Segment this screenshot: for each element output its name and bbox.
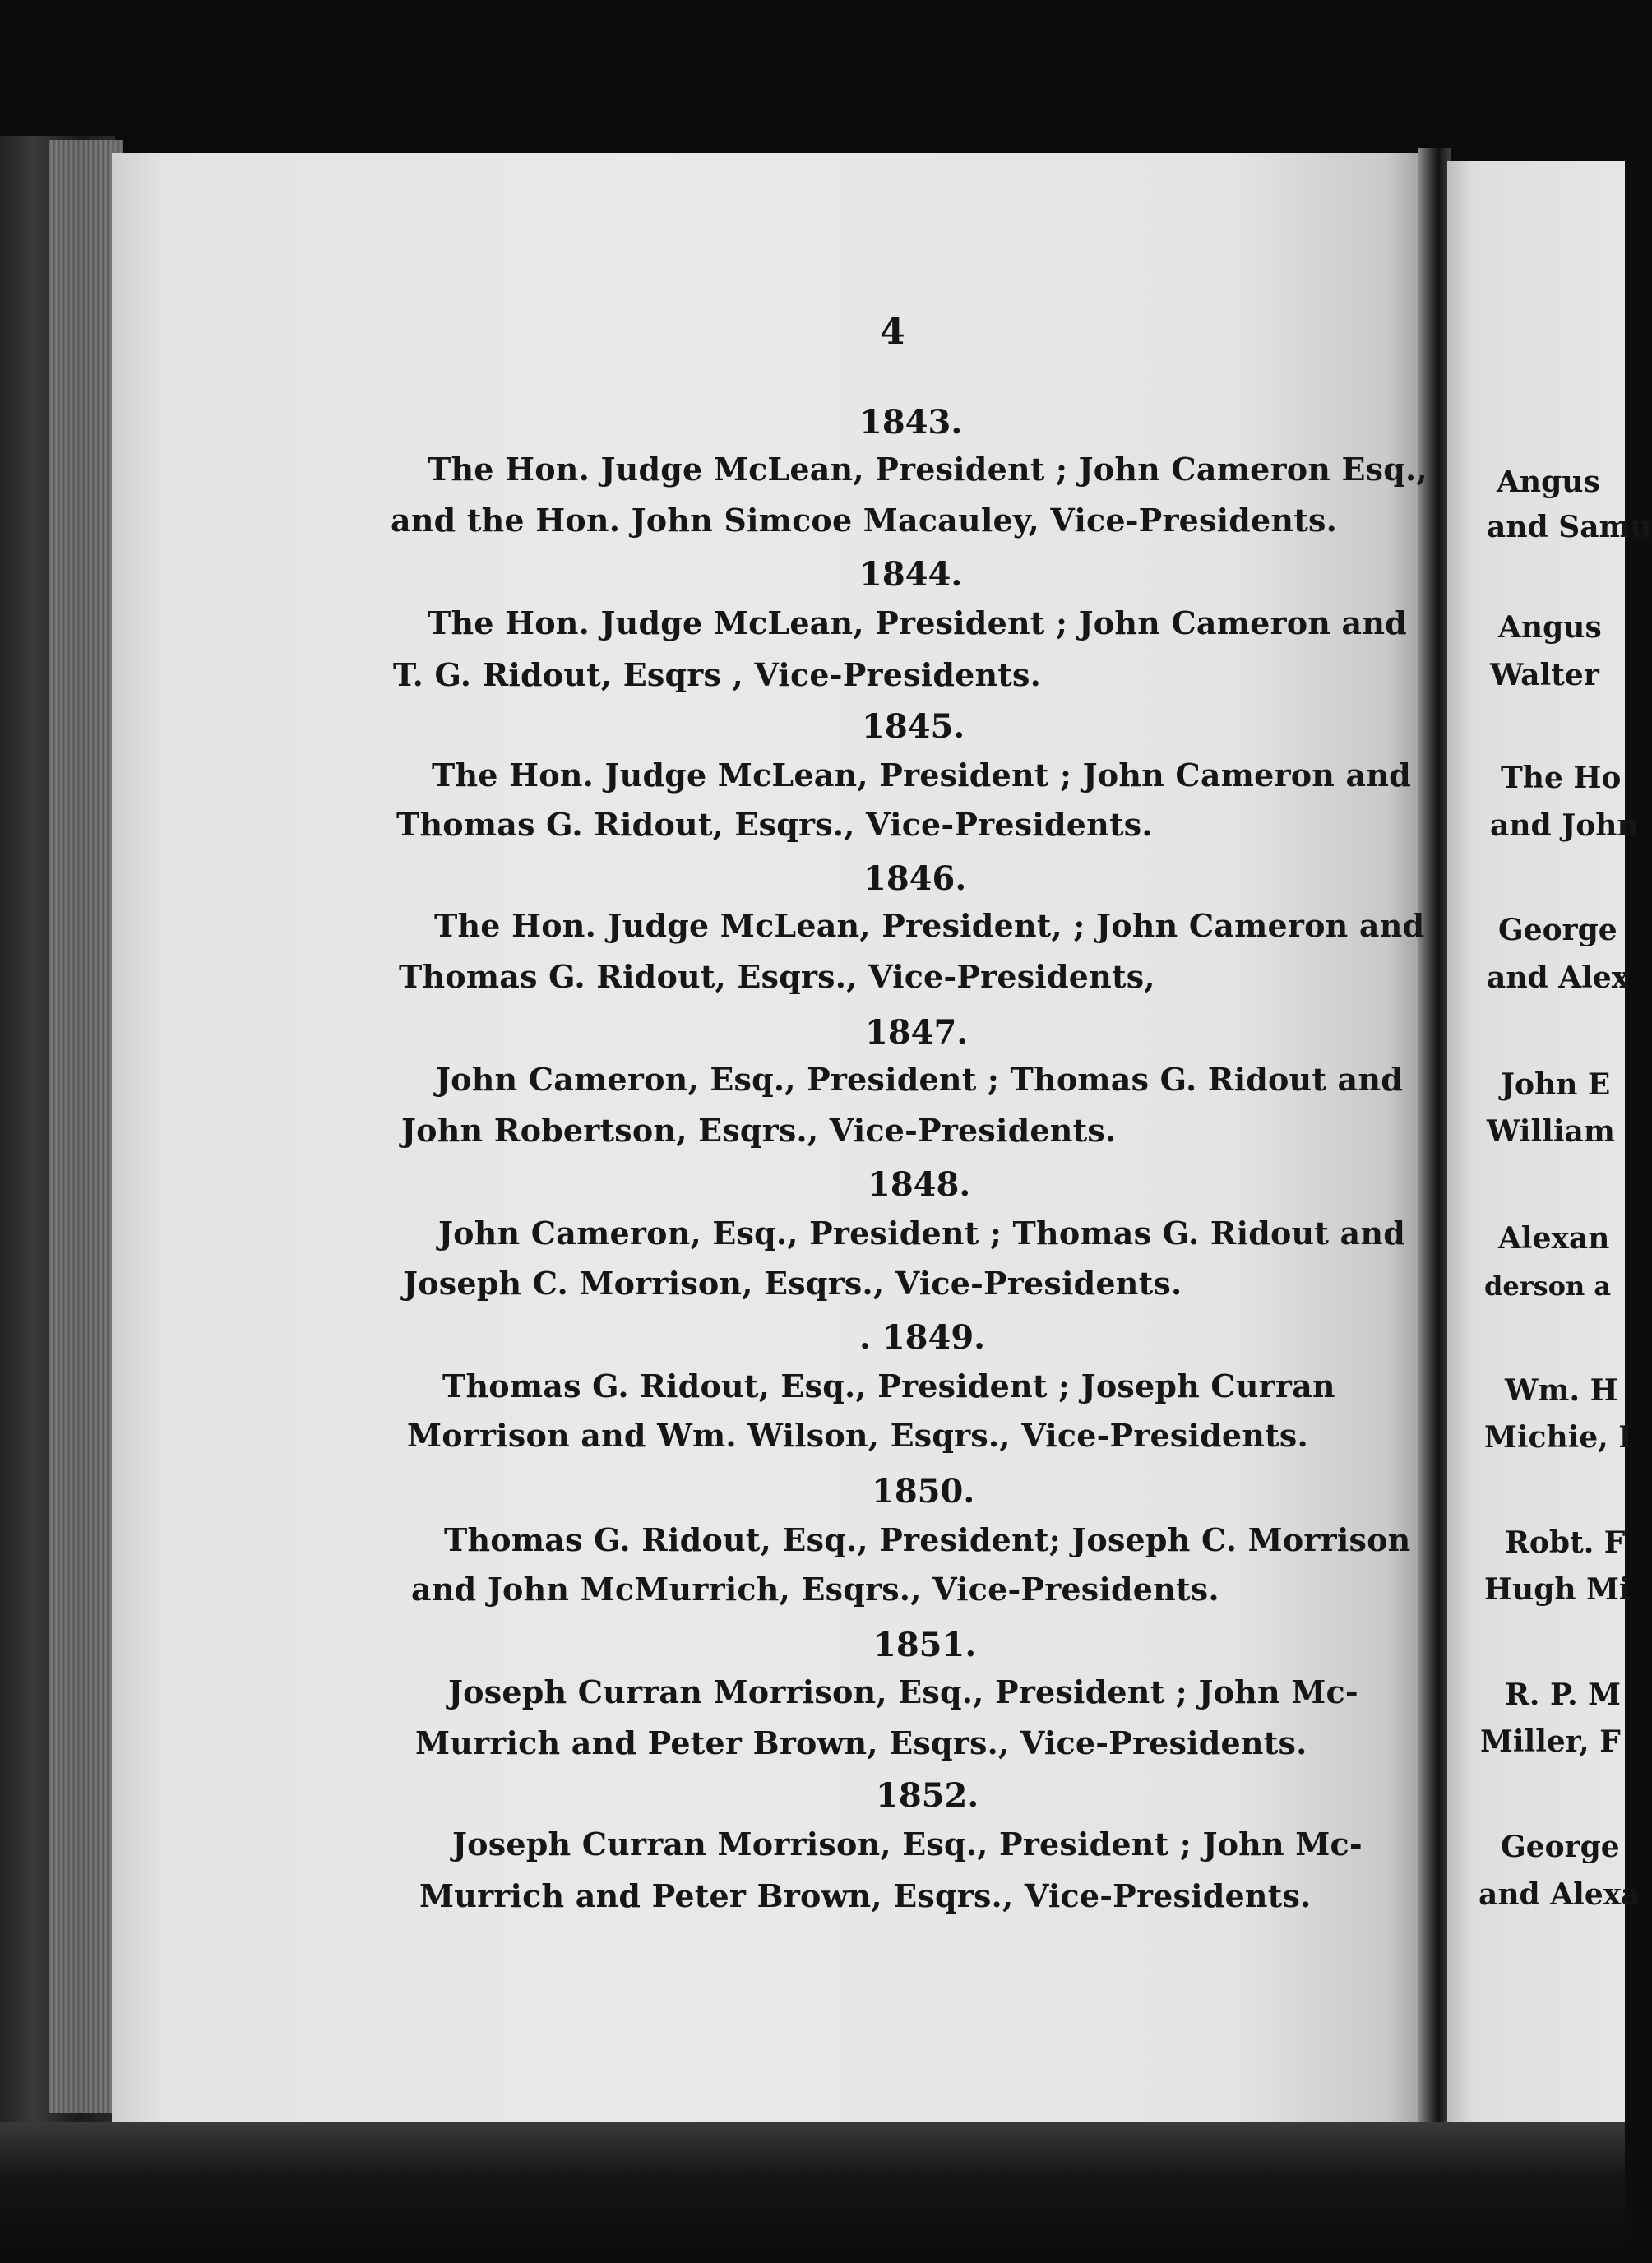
facing-page-fragment: William [1487, 1114, 1615, 1149]
entry-line: Thomas G. Ridout, Esqrs., Vice-Presidents, [399, 958, 1155, 995]
facing-page-fragment: George [1501, 1830, 1620, 1864]
entry-line: T. G. Ridout, Esqrs , Vice-Presidents. [393, 656, 1042, 693]
facing-page-fragment: Alexan [1498, 1221, 1610, 1256]
entry-line: The Hon. Judge McLean, President ; John Cameron and [432, 757, 1411, 794]
facing-page-fragment: Wm. H [1505, 1373, 1618, 1408]
entry-line: and the Hon. John Simcoe Macauley, Vice-Presidents. [391, 502, 1338, 539]
entry-line: The Hon. Judge McLean, President ; John Cameron and [428, 604, 1407, 641]
facing-page-fragment: Angus [1497, 465, 1600, 499]
facing-page-fragment: and Alexa [1478, 1877, 1640, 1912]
entry-line: Joseph Curran Morrison, Esq., President ; John Mc- [448, 1673, 1358, 1710]
entry-line: The Hon. Judge McLean, President, ; John Cameron and [434, 907, 1425, 944]
facing-page-fragment: Robt. F [1505, 1525, 1626, 1560]
facing-page-fragment: Michie, I [1484, 1420, 1633, 1455]
facing-page-fragment: Hugh Mi [1484, 1572, 1631, 1607]
entry-year: 1846. [863, 859, 967, 898]
facing-page-fragment: and John [1490, 808, 1639, 843]
bottom-shadow [0, 2122, 1625, 2263]
entry-line: and John McMurrich, Esqrs., Vice-Presidents. [411, 1571, 1219, 1608]
facing-page-fragment: and Alex [1487, 960, 1630, 995]
entry-year: 1852. [876, 1776, 979, 1815]
facing-page-fragment: Walter [1490, 658, 1599, 692]
entry-line: Murrich and Peter Brown, Esqrs., Vice-Presidents. [419, 1877, 1312, 1914]
facing-page-fragment: derson a [1484, 1270, 1612, 1302]
entry-year: 1843. [859, 403, 963, 442]
entry-year: 1845. [862, 707, 965, 746]
entry-line: John Cameron, Esq., President ; Thomas G. Ridout and [438, 1215, 1405, 1252]
entry-line: Murrich and Peter Brown, Esqrs., Vice-Presidents. [415, 1724, 1307, 1761]
entry-line: John Cameron, Esq., President ; Thomas G. Ridout and [436, 1061, 1403, 1098]
entry-year: 1847. [865, 1013, 969, 1052]
entry-line: Thomas G. Ridout, Esqrs., Vice-Presidents. [396, 806, 1153, 843]
facing-page-fragment: The Ho [1501, 761, 1622, 795]
entry-year: 1851. [873, 1626, 977, 1664]
entry-line: Joseph C. Morrison, Esqrs., Vice-Presidents. [403, 1265, 1182, 1302]
facing-page-fragment: R. P. M [1505, 1678, 1622, 1712]
facing-page-fragment: Miller, F [1480, 1724, 1621, 1759]
page-number: 4 [880, 311, 905, 353]
entry-year: 1850. [872, 1472, 975, 1511]
entry-line: Thomas G. Ridout, Esq., President ; Joseph Curran [442, 1368, 1335, 1405]
entry-line: Morrison and Wm. Wilson, Esqrs., Vice-Presidents. [407, 1417, 1308, 1454]
entry-year: . 1849. [859, 1318, 986, 1357]
entry-year: 1848. [868, 1165, 971, 1204]
book-gutter [1418, 148, 1451, 2138]
facing-page-fragment: George [1498, 913, 1617, 947]
entry-line: The Hon. Judge McLean, President ; John Cameron Esq., [428, 451, 1428, 488]
facing-page-fragment: John E [1501, 1067, 1611, 1102]
entry-line: Thomas G. Ridout, Esq., President; Joseph C. Morrison [444, 1521, 1411, 1558]
facing-page-fragment: Angus [1498, 610, 1602, 645]
entry-year: 1844. [859, 555, 963, 594]
facing-page-fragment: and Samu [1487, 510, 1652, 544]
entry-line: Joseph Curran Morrison, Esq., President ; John Mc- [452, 1826, 1363, 1863]
entry-line: John Robertson, Esqrs., Vice-Presidents. [401, 1112, 1117, 1149]
